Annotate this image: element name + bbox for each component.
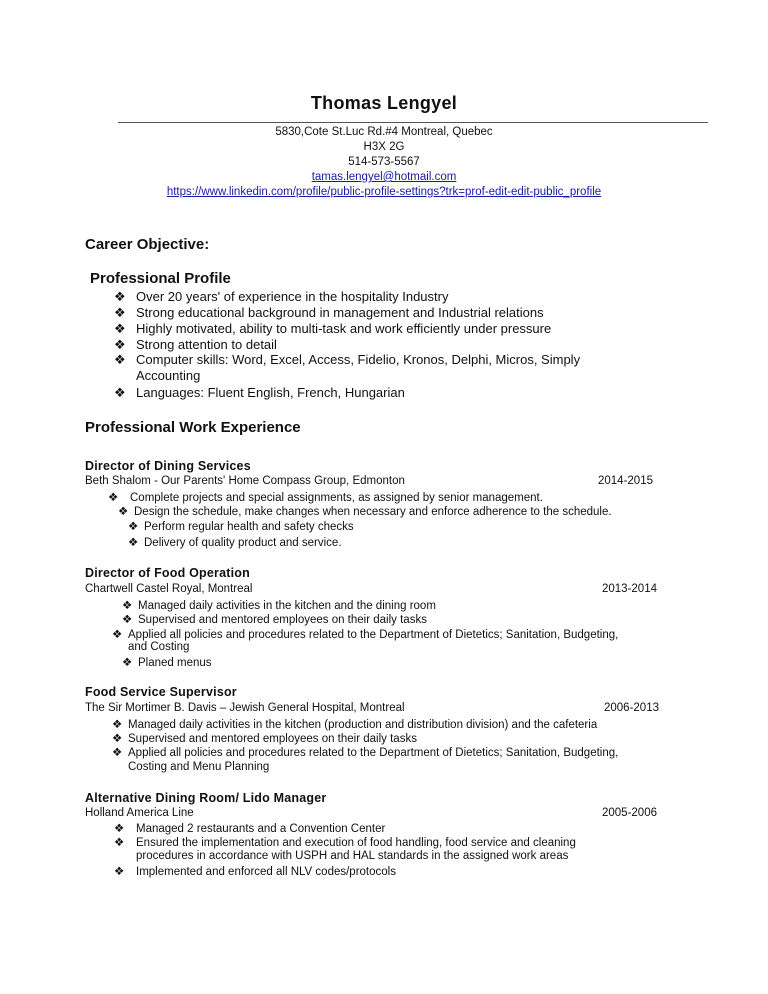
address-line: 5830,Cote St.Luc Rd.#4 Montreal, Quebec <box>275 126 493 138</box>
header-divider <box>118 122 708 123</box>
diamond-bullet-icon: ❖ <box>122 600 133 612</box>
job-dates: 2014-2015 <box>598 475 653 487</box>
job-duty: ❖ Managed daily activities in the kitchen and the dining room <box>122 600 436 612</box>
job-duty-continuation: procedures in accordance with USPH and HAL standards in the assigned work areas <box>136 850 569 862</box>
linkedin-link[interactable]: https://www.linkedin.com/profile/public-profile-settings?trk=prof-edit-edit-public_profile <box>166 186 602 198</box>
diamond-bullet-icon: ❖ <box>114 823 125 835</box>
job-duty: ❖ Delivery of quality product and service. <box>128 537 342 549</box>
postal-code: H3X 2G <box>363 141 405 153</box>
job-duty: ❖ Managed 2 restaurants and a Convention Center <box>114 823 386 835</box>
job-duty-continuation: Costing and Menu Planning <box>128 761 270 773</box>
diamond-bullet-icon: ❖ <box>114 321 126 336</box>
job-title: Director of Food Operation <box>85 566 250 580</box>
diamond-bullet-icon: ❖ <box>114 352 126 367</box>
job-title: Alternative Dining Room/ Lido Manager <box>85 791 327 805</box>
profile-heading: Professional Profile <box>90 270 231 287</box>
diamond-bullet-icon: ❖ <box>114 305 126 320</box>
job-duty: ❖ Implemented and enforced all NLV codes/protocols <box>114 866 396 878</box>
diamond-bullet-icon: ❖ <box>128 537 139 549</box>
diamond-bullet-icon: ❖ <box>112 629 123 641</box>
diamond-bullet-icon: ❖ <box>128 521 139 533</box>
job-duty: ❖ Ensured the implementation and execution of food handling, food service and cleaning <box>114 837 576 849</box>
job-title: Food Service Supervisor <box>85 685 237 699</box>
diamond-bullet-icon: ❖ <box>112 747 123 759</box>
profile-item: ❖ Highly motivated, ability to multi-task and work efficiently under pressure <box>114 321 552 336</box>
diamond-bullet-icon: ❖ <box>114 289 126 304</box>
job-employer: Beth Shalom - Our Parents' Home Compass Group, Edmonton <box>85 475 405 487</box>
phone: 514-573-5567 <box>348 156 420 168</box>
job-duty: ❖ Managed daily activities in the kitchen (production and distribution division) and the cafeteria <box>112 719 598 731</box>
job-employer: The Sir Mortimer B. Davis – Jewish General Hospital, Montreal <box>85 702 405 714</box>
job-duty: ❖ Planed menus <box>122 657 212 669</box>
job-employer: Holland America Line <box>85 807 194 819</box>
job-duty: ❖ Complete projects and special assignments, as assigned by senior management. <box>108 492 543 504</box>
job-title: Director of Dining Services <box>85 459 251 473</box>
job-employer: Chartwell Castel Royal, Montreal <box>85 583 253 595</box>
diamond-bullet-icon: ❖ <box>112 733 123 745</box>
resume-name: Thomas Lengyel <box>310 93 458 113</box>
profile-item-continuation: Accounting <box>136 368 201 383</box>
experience-heading: Professional Work Experience <box>85 419 301 436</box>
diamond-bullet-icon: ❖ <box>114 837 125 849</box>
job-duty: ❖ Applied all policies and procedures related to the Department of Dietetics; Sanitation, Budgeting, <box>112 747 619 759</box>
diamond-bullet-icon: ❖ <box>114 866 125 878</box>
diamond-bullet-icon: ❖ <box>114 385 126 400</box>
job-dates: 2005-2006 <box>602 807 657 819</box>
diamond-bullet-icon: ❖ <box>112 719 123 731</box>
diamond-bullet-icon: ❖ <box>122 657 133 669</box>
profile-item: ❖ Computer skills: Word, Excel, Access, Fidelio, Kronos, Delphi, Micros, Simply <box>114 352 581 367</box>
job-duty-continuation: and Costing <box>128 641 190 653</box>
career-objective-heading: Career Objective: <box>85 236 210 253</box>
profile-item: ❖ Strong attention to detail <box>114 337 277 352</box>
email-link[interactable]: tamas.lengyel@hotmail.com <box>311 171 457 183</box>
profile-item: ❖ Languages: Fluent English, French, Hungarian <box>114 385 405 400</box>
profile-item: ❖ Strong educational background in management and Industrial relations <box>114 305 544 320</box>
job-duty: ❖ Design the schedule, make changes when necessary and enforce adherence to the schedule. <box>118 506 612 518</box>
diamond-bullet-icon: ❖ <box>118 506 129 518</box>
job-dates: 2013-2014 <box>602 583 657 595</box>
diamond-bullet-icon: ❖ <box>114 337 126 352</box>
profile-item: ❖ Over 20 years' of experience in the hospitality Industry <box>114 289 449 304</box>
job-duty: ❖ Supervised and mentored employees on their daily tasks <box>122 614 427 626</box>
diamond-bullet-icon: ❖ <box>108 492 119 504</box>
diamond-bullet-icon: ❖ <box>122 614 133 626</box>
job-duty: ❖ Supervised and mentored employees on their daily tasks <box>112 733 417 745</box>
job-dates: 2006-2013 <box>604 702 659 714</box>
job-duty: ❖ Applied all policies and procedures related to the Department of Dietetics; Sanitation, Budgeting, <box>112 629 619 641</box>
job-duty: ❖ Perform regular health and safety checks <box>128 521 354 533</box>
